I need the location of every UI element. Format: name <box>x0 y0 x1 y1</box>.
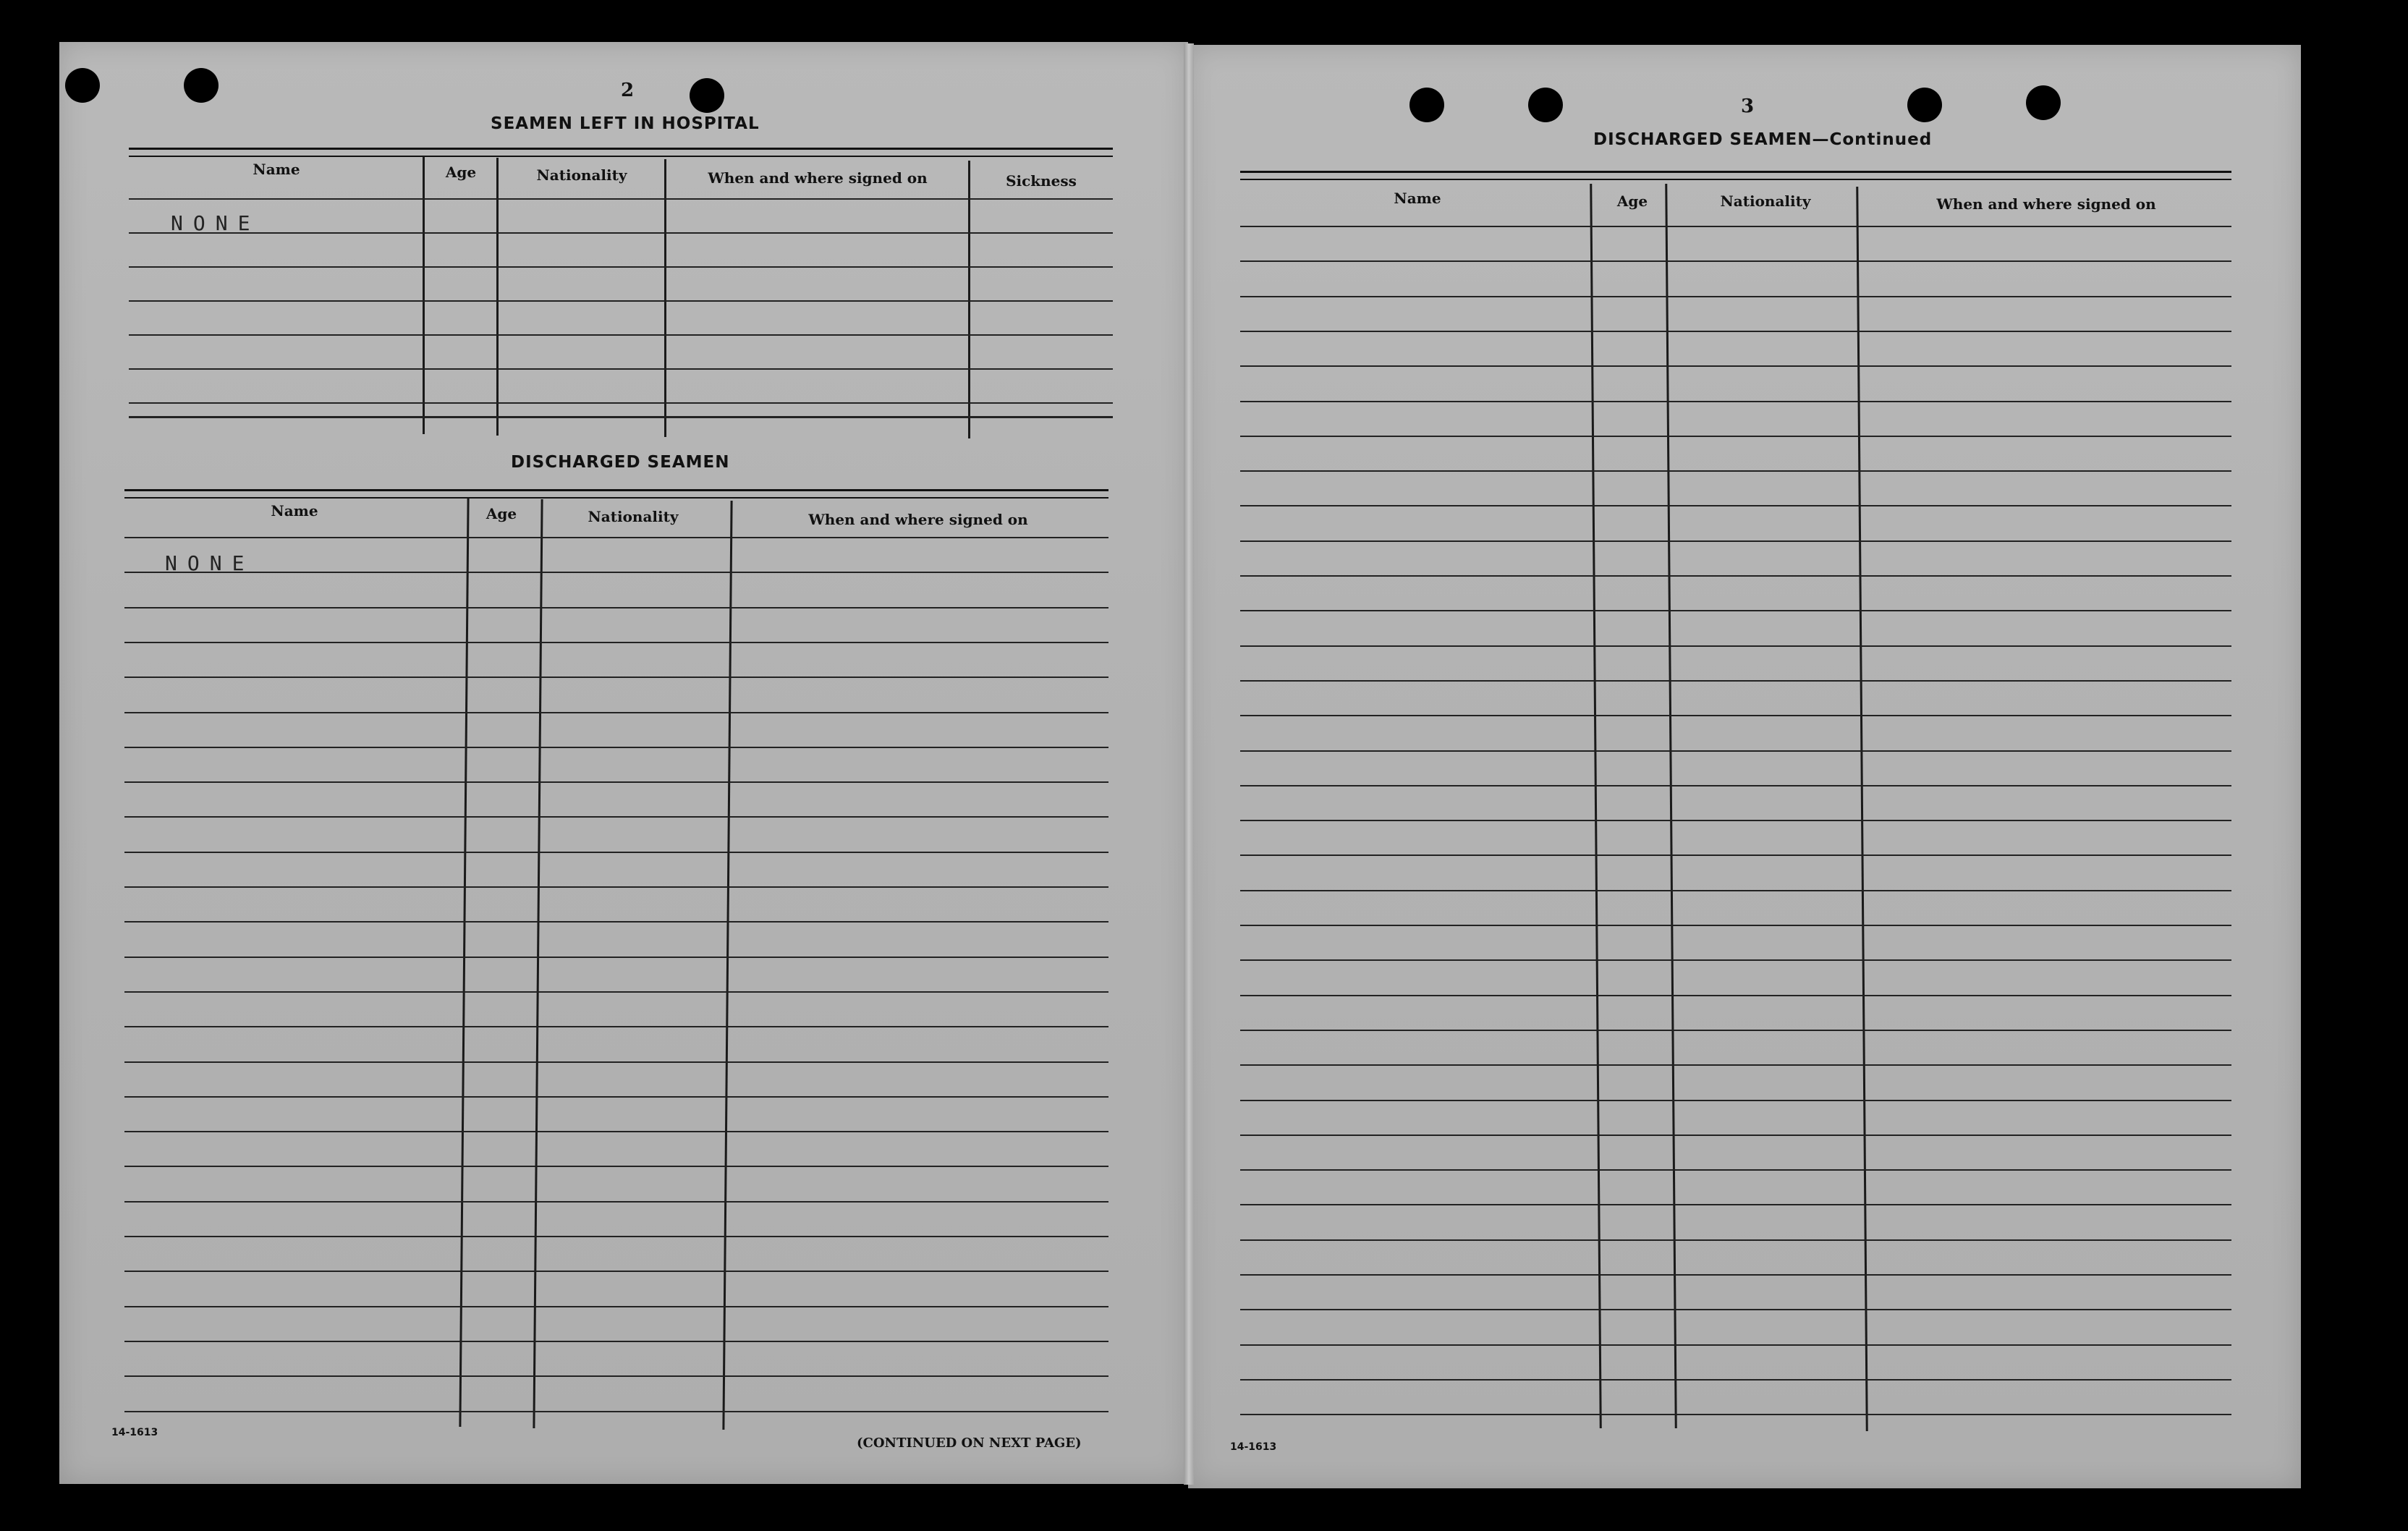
row-rule <box>124 1131 1108 1132</box>
row-rule <box>124 537 1108 538</box>
row-rule <box>124 572 1108 573</box>
row-rule <box>124 991 1108 993</box>
table-top-rule <box>124 489 1108 499</box>
row-rule <box>1240 260 2231 262</box>
row-rule <box>1240 331 2231 332</box>
punch-hole <box>1907 88 1942 122</box>
row-rule <box>124 816 1108 818</box>
row-rule <box>124 921 1108 923</box>
left-page-number: 2 <box>621 80 635 101</box>
column-divider <box>968 161 970 438</box>
row-rule <box>124 852 1108 853</box>
punch-hole <box>690 78 724 113</box>
row-rule <box>1240 365 2231 367</box>
row-rule <box>129 266 1113 268</box>
row-rule <box>1240 995 2231 996</box>
row-rule <box>1240 854 2231 856</box>
row-rule <box>124 1201 1108 1203</box>
column-header-signed-on: When and where signed on <box>1936 195 2156 213</box>
row-rule <box>1240 750 2231 752</box>
row-rule <box>124 1166 1108 1167</box>
column-header-age: Age <box>445 164 477 181</box>
row-rule <box>124 1096 1108 1098</box>
row-rule <box>129 368 1113 370</box>
column-header-name: Name <box>1394 190 1441 207</box>
row-rule <box>1240 1344 2231 1346</box>
punch-hole <box>184 68 219 103</box>
table-top-rule <box>129 148 1113 157</box>
column-header-name: Name <box>253 161 300 178</box>
discharged-table <box>124 489 1108 1430</box>
row-rule <box>1240 1030 2231 1031</box>
hospital-section-title: SEAMEN LEFT IN HOSPITAL <box>491 114 760 133</box>
page-fold <box>1184 43 1194 1485</box>
column-header-nationality: Nationality <box>588 508 679 525</box>
hospital-entry-none: NONE <box>171 211 260 235</box>
row-rule <box>1240 1204 2231 1205</box>
right-page-number: 3 <box>1741 96 1755 117</box>
row-rule <box>1240 505 2231 506</box>
hospital-table <box>129 148 1113 444</box>
column-header-age: Age <box>486 505 517 522</box>
column-header-nationality: Nationality <box>536 166 627 184</box>
row-rule <box>129 334 1113 336</box>
row-rule <box>1240 1100 2231 1101</box>
row-rule <box>1240 296 2231 297</box>
column-divider <box>722 501 732 1430</box>
row-rule <box>124 1341 1108 1342</box>
discharged-continued-title: DISCHARGED SEAMEN—Continued <box>1593 130 1933 149</box>
discharged-continued-table <box>1240 171 2231 1444</box>
row-rule <box>129 232 1113 234</box>
discharged-section-title: DISCHARGED SEAMEN <box>511 453 730 472</box>
column-header-age: Age <box>1616 192 1648 210</box>
row-rule <box>1240 1274 2231 1276</box>
row-rule <box>124 1306 1108 1307</box>
row-rule <box>1240 1135 2231 1136</box>
punch-hole <box>1528 88 1563 122</box>
row-rule <box>1240 820 2231 821</box>
row-rule <box>124 1271 1108 1272</box>
column-divider <box>1590 184 1602 1428</box>
discharged-entry-none: NONE <box>165 551 255 575</box>
row-rule <box>1240 226 2231 227</box>
column-header-signed-on: When and where signed on <box>808 511 1028 528</box>
row-rule <box>124 1061 1108 1063</box>
punch-hole <box>2026 85 2061 120</box>
column-divider <box>1856 187 1868 1431</box>
row-rule <box>124 1411 1108 1412</box>
row-rule <box>1240 680 2231 682</box>
row-rule <box>124 677 1108 678</box>
row-rule <box>1240 1064 2231 1066</box>
column-divider <box>664 159 666 437</box>
table-bottom-rule <box>129 416 1113 418</box>
row-rule <box>124 642 1108 643</box>
column-divider <box>533 499 543 1428</box>
continued-note: (CONTINUED ON NEXT PAGE) <box>857 1435 1082 1451</box>
row-rule <box>124 712 1108 713</box>
row-rule <box>1240 1169 2231 1171</box>
row-rule <box>124 1236 1108 1237</box>
row-rule <box>1240 890 2231 891</box>
row-rule <box>1240 1379 2231 1381</box>
row-rule <box>124 1375 1108 1377</box>
row-rule <box>129 402 1113 404</box>
punch-hole <box>1409 88 1444 122</box>
row-rule <box>1240 1309 2231 1310</box>
row-rule <box>129 300 1113 302</box>
column-header-sickness: Sickness <box>1006 172 1077 190</box>
row-rule <box>1240 540 2231 542</box>
column-divider <box>459 498 469 1427</box>
row-rule <box>1240 1414 2231 1415</box>
column-header-signed-on: When and where signed on <box>708 169 928 187</box>
table-top-rule <box>1240 171 2231 180</box>
column-divider <box>1665 184 1677 1428</box>
row-rule <box>1240 645 2231 647</box>
row-rule <box>124 1026 1108 1027</box>
column-header-name: Name <box>271 502 318 519</box>
column-header-nationality: Nationality <box>1720 192 1811 210</box>
row-rule <box>1240 470 2231 472</box>
row-rule <box>1240 715 2231 716</box>
row-rule <box>124 747 1108 748</box>
row-rule <box>1240 925 2231 926</box>
right-form-number: 14-1613 <box>1230 1441 1277 1453</box>
row-rule <box>124 607 1108 608</box>
row-rule <box>1240 610 2231 611</box>
row-rule <box>124 781 1108 783</box>
row-rule <box>1240 401 2231 402</box>
row-rule <box>124 957 1108 958</box>
row-rule <box>1240 785 2231 786</box>
row-rule <box>1240 1239 2231 1241</box>
punch-hole <box>65 68 100 103</box>
row-rule <box>1240 436 2231 437</box>
row-rule <box>1240 959 2231 961</box>
left-form-number: 14-1613 <box>111 1427 158 1438</box>
row-rule <box>129 198 1113 200</box>
row-rule <box>124 886 1108 888</box>
row-rule <box>1240 575 2231 577</box>
